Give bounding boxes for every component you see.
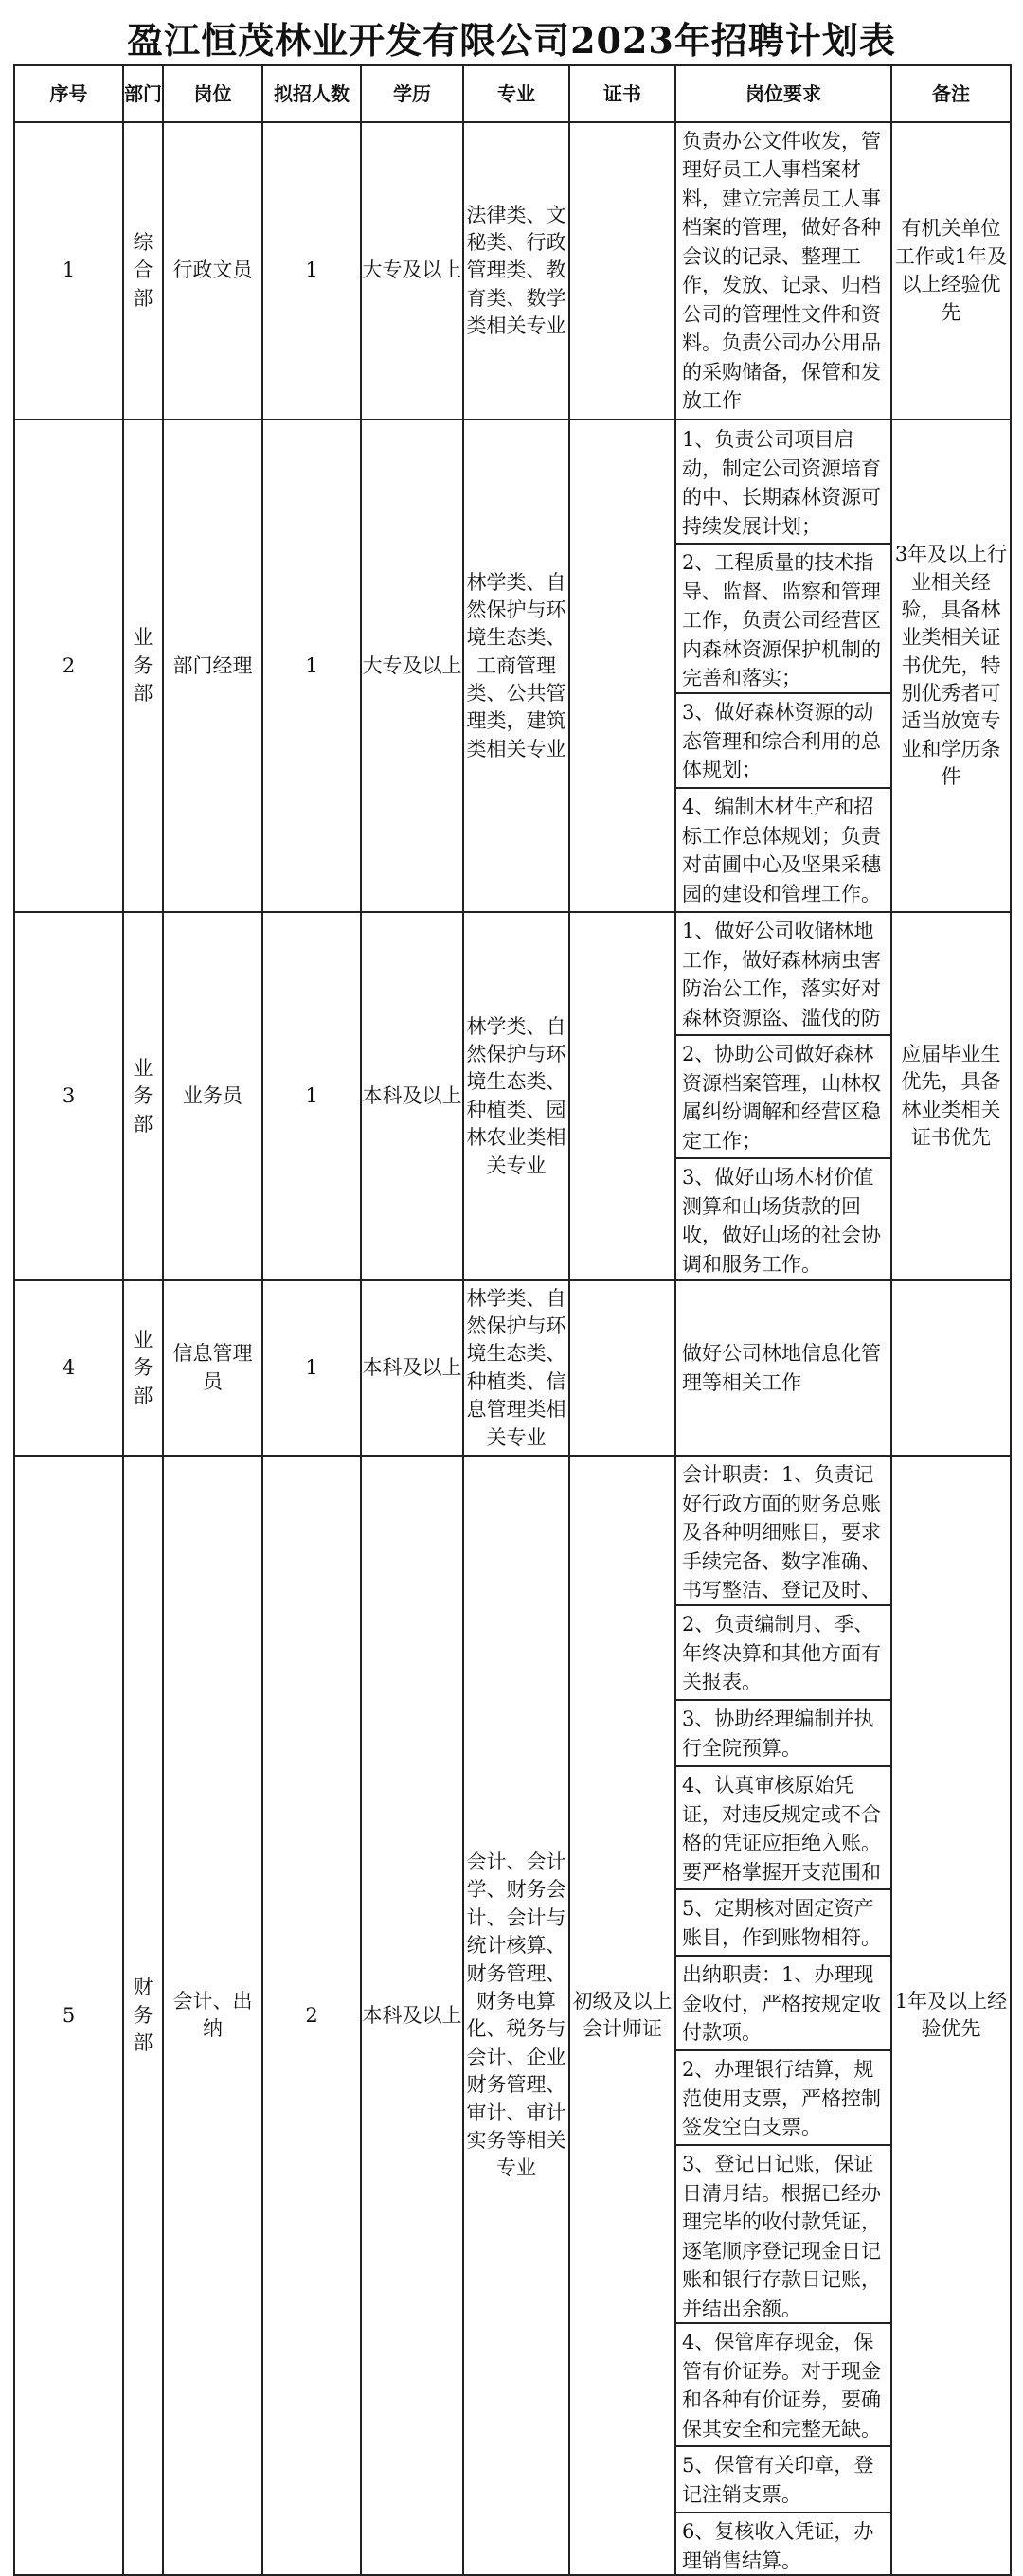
cell-position: 信息管理员 (163, 1280, 262, 1456)
header-dept: 部门 (123, 65, 163, 122)
requirement-item: 出纳职责：1、办理现金收付，严格按规定收付款项。 (676, 1957, 890, 2051)
header-major: 专业 (463, 65, 569, 122)
cell-major: 林学类、自然保护与环境生态类、种植类、信息管理类相关专业 (463, 1280, 569, 1456)
requirement-item: 4、保管库存现金，保管有价证券。对于现金和各种有价证券，要确保其安全和完整无缺。 (676, 2324, 890, 2447)
requirement-item: 负责办公文件收发，管理好员工人事档案材料，建立完善员工人事档案的管理，做好各种会议的记录、整理工作，发放、记录、归档公司的管理性文件和资料。负责公司办公用品的采购储备，保管和发放工作 (682, 130, 881, 412)
cell-index: 3 (14, 912, 123, 1280)
recruitment-table (13, 64, 1012, 2576)
requirement-item: 做好公司林地信息化管理等相关工作 (682, 1342, 881, 1394)
cell-count: 2 (262, 1456, 361, 2575)
requirement-item: 3、登记日记账，保证日清月结。根据已经办理完毕的收付款凭证，逐笔顺序登记现金日记账和银行存款日记账，并结出余额。 (676, 2146, 890, 2324)
cell-dept: 业务部 (123, 1280, 163, 1456)
cell-dept: 业务部 (123, 912, 163, 1280)
cell-requirements (675, 1280, 891, 1456)
cell-education: 本科及以上 (361, 1280, 463, 1456)
cell-major: 会计、会计学、财务会计、会计与统计核算、财务管理、财务电算化、税务与会计、企业财务管理、审计、审计实务等相关专业 (463, 1456, 569, 2575)
header-certificate: 证书 (569, 65, 675, 122)
header-education: 学历 (361, 65, 463, 122)
requirement-item: 5、定期核对固定资产账目，作到账物相符。 (676, 1890, 890, 1957)
cell-index: 2 (14, 420, 123, 912)
cell-dept: 财务部 (123, 1456, 163, 2575)
cell-certificate (569, 1280, 675, 1456)
cell-dept: 业务部 (123, 420, 163, 912)
cell-notes: 3年及以上行业相关经验，具备林业类相关证书优先，特别优秀者可适当放宽专业和学历条件 (891, 420, 1011, 912)
requirement-item: 3、做好山场木材价值测算和山场货款的回收，做好山场的社会协调和服务工作。 (682, 1166, 881, 1276)
cell-position: 行政文员 (163, 122, 262, 420)
requirement-item: 3、做好森林资源的动态管理和综合利用的总体规划； (676, 694, 890, 789)
cell-notes (891, 1280, 1011, 1456)
header-index: 序号 (14, 65, 123, 122)
cell-dept: 综合部 (123, 122, 163, 420)
cell-count: 1 (262, 122, 361, 420)
requirement-item: 2、协助公司做好森林资源档案管理，山林权属纠纷调解和经营区稳定工作； (676, 1036, 890, 1159)
cell-notes: 应届毕业生优先，具备林业类相关证书优先 (891, 912, 1011, 1280)
cell-count: 1 (262, 912, 361, 1280)
cell-education: 大专及以上 (361, 122, 463, 420)
requirement-item: 4、编制木材生产和招标工作总体规划；负责对苗圃中心及坚果采穗园的建设和管理工作。 (682, 796, 881, 905)
cell-count: 1 (262, 1280, 361, 1456)
requirement-item: 会计职责：1、负责记好行政方面的财务总账及各种明细账目，要求手续完备、数字准确、书写整洁、登记及时、 (676, 1457, 890, 1606)
cell-requirements (675, 420, 891, 912)
table-row (14, 1280, 1011, 1456)
cell-education: 本科及以上 (361, 912, 463, 1280)
cell-certificate (569, 420, 675, 912)
requirement-item: 2、工程质量的技术指导、监督、监察和管理工作，负责公司经营区内森林资源保护机制的完善和落实； (676, 545, 890, 694)
cell-count: 1 (262, 420, 361, 912)
cell-index: 4 (14, 1280, 123, 1456)
table-row (14, 1456, 1011, 2575)
cell-certificate: 初级及以上会计师证 (569, 1456, 675, 2575)
cell-education: 本科及以上 (361, 1456, 463, 2575)
cell-certificate (569, 122, 675, 420)
cell-certificate (569, 912, 675, 1280)
cell-notes: 1年及以上经验优先 (891, 1456, 1011, 2575)
cell-major: 林学类、自然保护与环境生态类、种植类、园林农业类相关专业 (463, 912, 569, 1280)
cell-requirements (675, 1456, 891, 2575)
requirement-item: 4、认真审核原始凭证，对违反规定或不合格的凭证应拒绝入账。要严格掌握开支范围和 (676, 1767, 890, 1890)
requirement-item: 6、复核收入凭证，办理销售结算。 (682, 2520, 874, 2572)
header-requirements: 岗位要求 (675, 65, 891, 122)
cell-requirements (675, 122, 891, 420)
requirement-item: 1、负责公司项目启动，制定公司资源培育的中、长期森林资源可持续发展计划； (676, 421, 890, 545)
cell-index: 5 (14, 1456, 123, 2575)
cell-index: 1 (14, 122, 123, 420)
cell-position: 部门经理 (163, 420, 262, 912)
requirement-item: 5、保管有关印章，登记注销支票。 (676, 2447, 890, 2513)
requirement-item: 3、协助经理编制并执行全院预算。 (676, 1701, 890, 1767)
page-title: 盈江恒茂林业开发有限公司2023年招聘计划表 (127, 19, 896, 62)
table-header-row (14, 65, 1011, 122)
table-row (14, 420, 1011, 912)
cell-requirements (675, 912, 891, 1280)
cell-major: 法律类、文秘类、行政管理类、教育类、数学类相关专业 (463, 122, 569, 420)
requirement-item: 1、做好公司收储林地工作，做好森林病虫害防治公工作，落实好对森林资源盗、滥伐的防 (676, 913, 890, 1036)
table-row (14, 122, 1011, 420)
cell-position: 会计、出纳 (163, 1456, 262, 2575)
cell-education: 大专及以上 (361, 420, 463, 912)
requirement-item: 2、负责编制月、季、年终决算和其他方面有关报表。 (676, 1606, 890, 1701)
header-count: 拟招人数 (262, 65, 361, 122)
table-row (14, 912, 1011, 1280)
cell-position: 业务员 (163, 912, 262, 1280)
requirement-item: 2、办理银行结算，规范使用支票，严格控制签发空白支票。 (676, 2051, 890, 2146)
header-notes: 备注 (891, 65, 1011, 122)
header-position: 岗位 (163, 65, 262, 122)
cell-notes: 有机关单位工作或1年及以上经验优先 (891, 122, 1011, 420)
cell-major: 林学类、自然保护与环境生态类、工商管理类、公共管理类，建筑类相关专业 (463, 420, 569, 912)
